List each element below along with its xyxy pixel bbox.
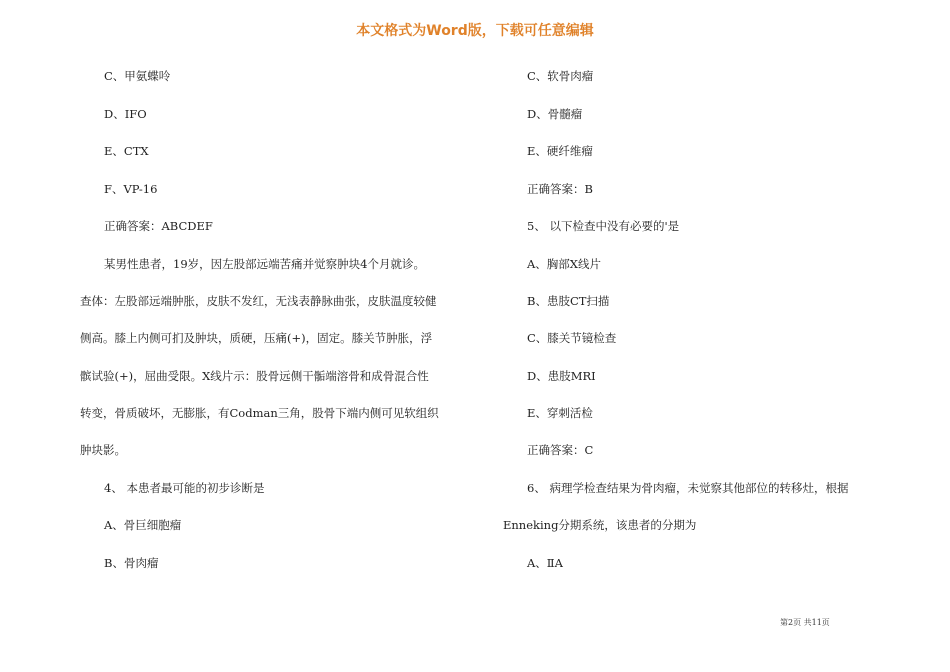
- option-d: D、骨髓瘤: [527, 107, 583, 121]
- answer-text: 正确答案：ABCDEF: [104, 219, 213, 233]
- page-number: 第2页 共11页: [780, 618, 830, 627]
- option-c: C、软骨肉瘤: [527, 69, 594, 83]
- answer-text: 正确答案：B: [527, 182, 593, 196]
- document-header-banner: 本文格式为Word版，下载可任意编辑: [356, 23, 594, 39]
- case-paragraph-line: 肿块影。: [80, 443, 126, 457]
- case-paragraph-line: 某男性患者，19岁，因左股部远端苦痛并觉察肿块4个月就诊。: [104, 257, 425, 271]
- case-paragraph-line: 侧高。膝上内侧可扪及肿块，质硬，压痛(+)，固定。膝关节肿胀，浮: [80, 331, 433, 345]
- question-5-option-b: B、患肢CT扫描: [527, 294, 610, 308]
- question-5-option-a: A、胸部X线片: [527, 257, 601, 271]
- answer-text: 正确答案：C: [527, 443, 594, 457]
- case-paragraph-line: 转变，骨质破坏，无膨胀，有Codman三角，股骨下端内侧可见软组织: [80, 406, 439, 420]
- option-e: E、硬纤维瘤: [527, 144, 593, 158]
- question-6: 6、 病理学检查结果为骨肉瘤，未觉察其他部位的转移灶，根据: [527, 481, 849, 495]
- question-5-option-d: D、患肢MRI: [527, 369, 596, 383]
- question-5-option-e: E、穿刺活检: [527, 406, 593, 420]
- question-4-option-a: A、骨巨细胞瘤: [104, 518, 182, 532]
- question-6-option-a: A、ⅡA: [527, 556, 563, 570]
- question-4-option-b: B、骨肉瘤: [104, 556, 159, 570]
- option-f: F、VP-16: [104, 182, 158, 196]
- option-e: E、CTX: [104, 144, 149, 158]
- case-paragraph-line: 髌试验(+)，屈曲受限。X线片示：股骨远侧干骺端溶骨和成骨混合性: [80, 369, 429, 383]
- question-5: 5、 以下检查中没有必要的'是: [527, 219, 680, 233]
- question-6-continued: Enneking分期系统，该患者的分期为: [503, 518, 697, 532]
- option-d: D、IFO: [104, 107, 147, 121]
- question-5-option-c: C、膝关节镜检查: [527, 331, 617, 345]
- question-4: 4、 本患者最可能的初步诊断是: [104, 481, 265, 495]
- option-c: C、甲氨蝶呤: [104, 69, 171, 83]
- case-paragraph-line: 查体：左股部远端肿胀，皮肤不发红，无浅表静脉曲张，皮肤温度较健: [80, 294, 437, 308]
